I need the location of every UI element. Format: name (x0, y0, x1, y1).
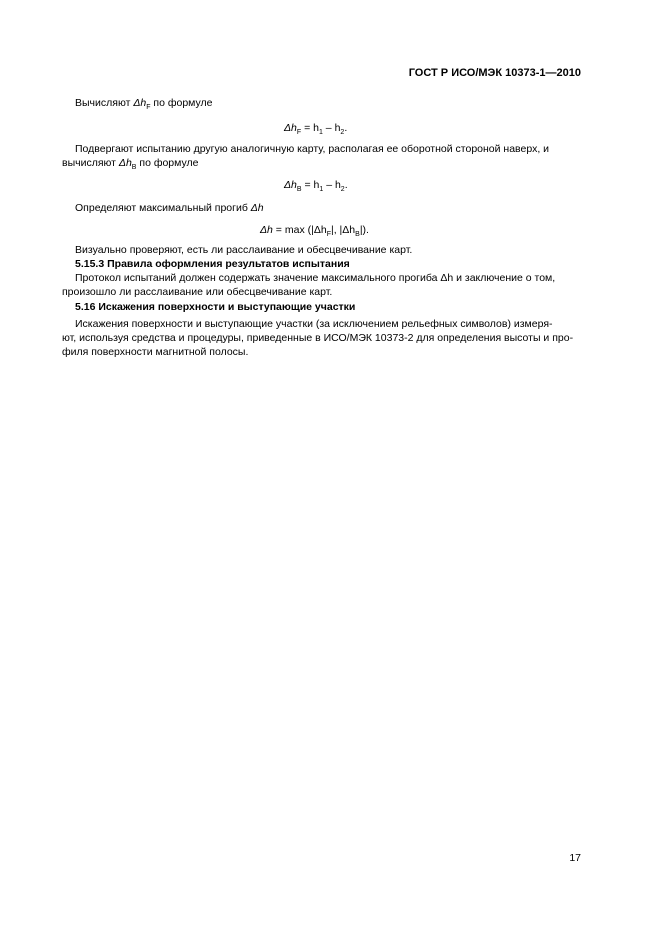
calc-hf-line (75, 96, 583, 115)
formula-hb (284, 178, 348, 197)
text: – h (323, 179, 341, 191)
subscript: 1 (318, 129, 323, 137)
distortion-para (62, 317, 585, 359)
subscript: 2 (340, 186, 345, 194)
text: . (344, 179, 348, 191)
distortion-line2: ют, используя средства и процедуры, приведенные в ИСО/МЭК 10373-2 для определения высоты и про- (62, 332, 574, 344)
protocol-line2: произошло ли расслаивание или обесцвечивание карт. (62, 286, 333, 298)
variable: Δh (284, 179, 297, 191)
text: |). (359, 224, 369, 236)
subscript: F (146, 104, 151, 112)
distortion-line3: филя поверхности магнитной полосы. (62, 346, 249, 358)
subscript: B (296, 186, 302, 194)
subscript: 2 (340, 129, 345, 137)
formula-max (260, 223, 369, 242)
max-deflection-line (75, 201, 583, 215)
variable: Δh (133, 97, 147, 109)
variable: Δh (284, 122, 297, 134)
page-number: 17 (569, 852, 581, 864)
subscript: F (296, 129, 302, 137)
text: . (344, 122, 348, 134)
distortion-line1: Искажения поверхности и выступающие участки (за исключением рельефных символов) измеря- (75, 318, 553, 330)
subscript: F (326, 231, 331, 239)
subscript: B (131, 164, 137, 172)
text: – h (322, 122, 341, 134)
variable: Δh (260, 224, 273, 236)
text: по формуле (136, 157, 199, 169)
para2-line2 (62, 156, 585, 175)
variable: Δh (118, 157, 132, 169)
subscript: 1 (319, 186, 324, 194)
variable: Δh (250, 202, 264, 214)
text: по формуле (150, 97, 213, 109)
text: вычисляют (62, 157, 119, 169)
subscript: B (355, 231, 360, 239)
text: = h (301, 122, 319, 134)
text: |, |Δh (330, 224, 356, 236)
text: = h (301, 179, 320, 191)
protocol-line1: Протокол испытаний должен содержать значение максимального прогиба Δh и заключение о том, (75, 272, 556, 284)
section-heading-5-16: 5.16 Искажения поверхности и выступающие участки (75, 301, 356, 313)
protocol-para (62, 271, 585, 299)
para2-line1: Подвергают испытанию другую аналогичную карту, располагая ее оборотной стороной наверх, и (75, 143, 550, 155)
text: Вычисляют (75, 97, 134, 109)
formula-hf (284, 121, 347, 140)
para-second-card (62, 142, 585, 175)
text: Определяют максимальный прогиб (75, 202, 251, 214)
text: = max (|Δh (272, 224, 327, 236)
visual-check-line: Визуально проверяют, есть ли расслаивание и обесцвечивание карт. (75, 244, 413, 256)
document-header: ГОСТ Р ИСО/МЭК 10373-1—2010 (408, 67, 581, 79)
section-heading-5-15-3: 5.15.3 Правила оформления результатов испытания (75, 258, 350, 270)
